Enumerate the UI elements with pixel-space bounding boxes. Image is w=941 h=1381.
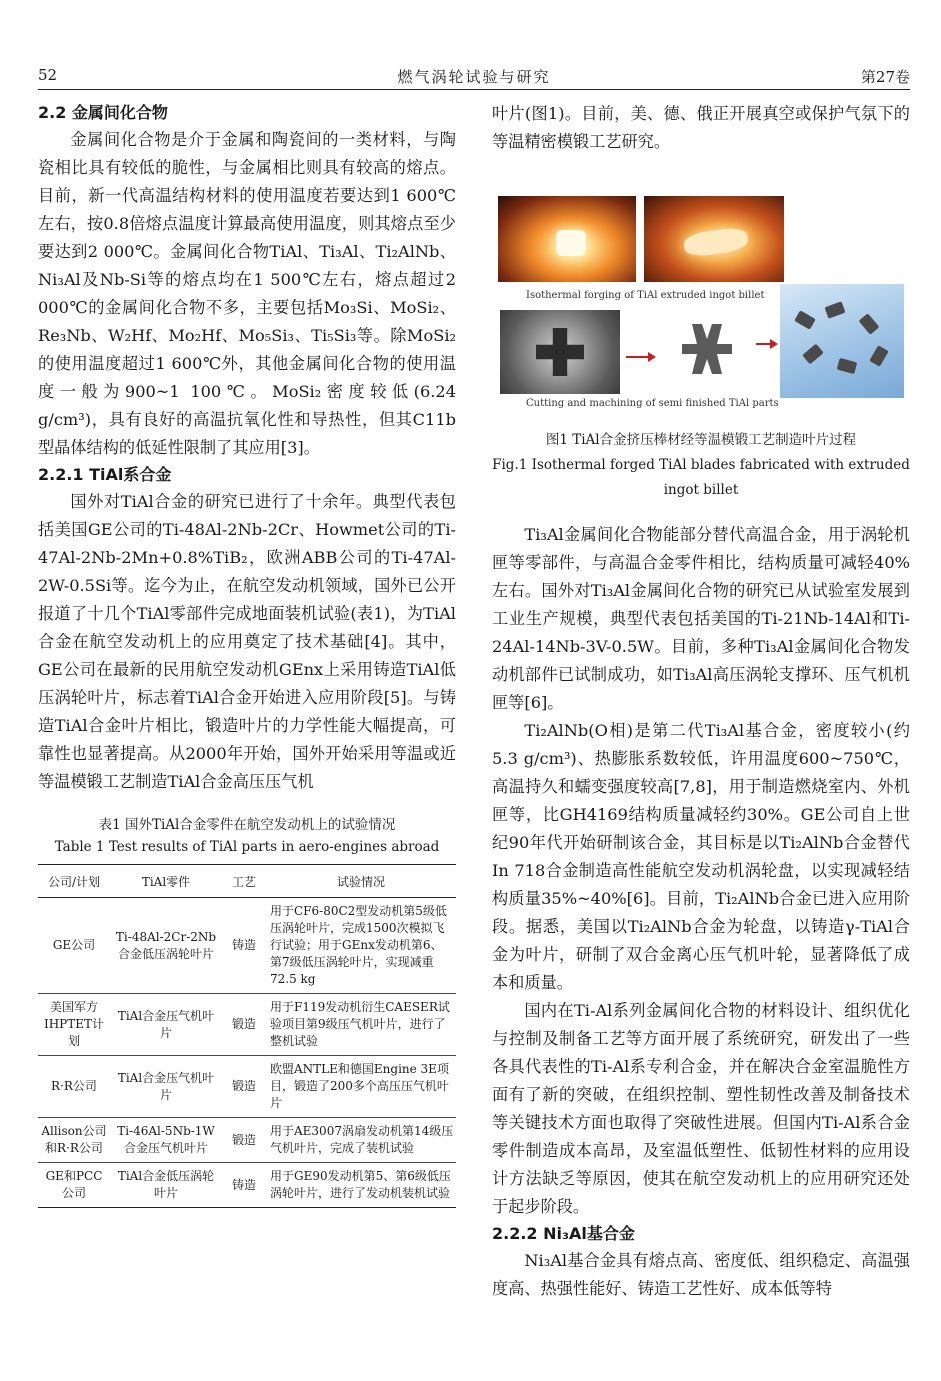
table-header-cell: TiAl零件: [110, 865, 222, 898]
blade-image: [859, 313, 880, 335]
blade-image: [824, 301, 845, 318]
table-header-cell: 试验情况: [266, 865, 456, 898]
forged-part-photo: [500, 310, 620, 394]
table-row: [38, 1056, 456, 1118]
process-arrow-icon: [756, 343, 776, 345]
table-cell: 锻造: [222, 994, 266, 1056]
table-header-cell: 公司/计划: [38, 865, 110, 898]
journal-title: 燃气涡轮试验与研究: [397, 68, 551, 86]
semi-finished-part-photo: [658, 310, 754, 390]
table-header-row: [38, 865, 456, 898]
forging-photo-forged: [644, 196, 784, 282]
blade-image: [794, 310, 816, 329]
figure-label-machining: Cutting and machining of semi finished TiAl parts: [526, 398, 779, 409]
right-column: [492, 100, 910, 1303]
blade-image: [869, 345, 888, 367]
table-cell: 用于AE3007涡扇发动机第14级压气机叶片，完成了装机试验: [266, 1118, 456, 1163]
table-cell: 用于GE90发动机第5、第6级低压涡轮叶片，进行了发动机装机试验: [266, 1163, 456, 1208]
table-cell: Ti-48Al-2Cr-2Nb合金低压涡轮叶片: [110, 898, 222, 994]
hot-billet-image: [556, 230, 586, 256]
left-column: [38, 100, 456, 1208]
hot-forging-image: [683, 226, 750, 259]
table-cell: 锻造: [222, 1118, 266, 1163]
domestic-research-paragraph: 国内在Ti-Al系列金属间化合物的材料设计、组织优化与控制及制备工艺等方面开展了系统研究，研发出了一些各具代表性的Ti-Al系专利合金，并在解决合金室温脆性方面有了新的突破，在组织控制、塑性韧性改善及制备技术等关键技术方面也取得了突破性进展。但国内Ti-Al系合金零件制造成本高昂，及室温低塑性、低韧性材料的应用设计方法缺乏等原因，使其在航空发动机上的应用研究还处于起步阶段。: [492, 1001, 910, 1216]
table-cell: 美国军方IHPTET计划: [38, 994, 110, 1056]
figure-caption-en-line1: Fig.1 Isothermal forged TiAl blades fabricated with extruded: [492, 457, 910, 473]
table-cell: 用于F119发动机衍生CAESER试验项目第9级压气机叶片，进行了整机试验: [266, 994, 456, 1056]
table-row: [38, 1163, 456, 1208]
table-cell: 用于CF6-80C2型发动机第5级低压涡轮叶片，完成1500次模拟飞行试验；用于GEnx发动机第6、第7级低压涡轮叶片，实现减重72.5 kg: [266, 898, 456, 994]
tial-paragraph: 国外对TiAl合金的研究已进行了十余年。典型代表包括美国GE公司的Ti-48Al-2Nb-2Cr、Howmet公司的Ti-47Al-2Nb-2Mn+0.8%TiB₂，欧洲ABB公司的Ti-47Al-2W-0.5Si等。迄今为止，在航空发动机领域，国外已公开报道了十几个TiAl零部件完成地面装机试验(表1)，为TiAl合金在航空发动机上的应用奠定了技术基础[4]。其中，GE公司在最新的民用航空发动机GEnx上采用铸造TiAl低压涡轮叶片，标志着TiAl合金开始进入应用阶段[5]。与铸造TiAl合金叶片相比，锻造叶片的力学性能大幅提高，可靠性也显著提高。从2000年开始，国外开始采用等温或近等温模锻工艺制造TiAl合金高压压气机: [38, 492, 456, 791]
table-cell: 铸造: [222, 1163, 266, 1208]
process-arrow-icon: [626, 356, 654, 358]
table-cell: 铸造: [222, 898, 266, 994]
table-caption-cn: 表1 国外TiAl合金零件在航空发动机上的试验情况: [98, 817, 396, 833]
forging-photo-billet: [498, 196, 636, 282]
test-results-table: [38, 864, 456, 1208]
blade-image: [837, 358, 857, 374]
figure-caption-cn: 图1 TiAl合金挤压棒材经等温模锻工艺制造叶片过程: [545, 432, 857, 448]
semi-finished-shape: [682, 324, 732, 374]
table-row: [38, 1118, 456, 1163]
table-caption-en: Table 1 Test results of TiAl parts in aero-engines abroad: [54, 839, 440, 855]
table-row: [38, 994, 456, 1056]
table-header-cell: 工艺: [222, 865, 266, 898]
intermetallic-paragraph: 金属间化合物是介于金属和陶瓷间的一类材料，与陶瓷相比具有较低的脆性，与金属相比则具有较高的熔点。目前，新一代高温结构材料的使用温度若要达到1 600℃左右，按0.8倍熔点温度计算最高使用温度，则其熔点至少要达到2 000℃。金属间化合物TiAl、Ti₃Al、Ti₂AlNb、Ni₃Al及Nb-Si等的熔点均在1 500℃左右，熔点超过2 000℃的金属间化合物不多，主要包括Mo₃Si、MoSi₂、Re₃Nb、W₂Hf、Mo₂Hf、Mo₅Si₃、Ti₅Si₃等。除MoSi₂的使用温度超过1 600℃外，其他金属间化合物的使用温度一般为900~1 100℃。MoSi₂密度较低(6.24 g/cm³)，具有良好的高温抗氧化性和导热性，但其C11b型晶体结构的低延性限制了其应用[3]。: [38, 130, 456, 457]
table-cell: GE公司: [38, 898, 110, 994]
section-2-2-heading: 2.2 金属间化合物: [38, 103, 168, 122]
ti2alnb-paragraph: Ti₂AlNb(O相)是第二代Ti₃Al基合金，密度较小(约5.3 g/cm³)、热膨胀系数较低，许用温度600~750℃，高温持久和蠕变强度较高[7,8]，用于制造燃烧室内、外机匣等，比GH4169结构质量减轻约30%。GE公司自上世纪90年代开始研制该合金，其目标是以Ti₂AlNb合金替代In 718合金制造高性能航空发动机涡轮盘，以实现减轻结构质量35%~40%[6]。目前，Ti₂AlNb合金已进入应用阶段。据悉，美国以Ti₂AlNb合金为轮盘，以铸造γ-TiAl合金为叶片，研制了双合金离心压气机叶轮，显著降低了成本和质量。: [492, 721, 910, 992]
ti3al-paragraph: Ti₃Al金属间化合物能部分替代高温合金，用于涡轮机匣等零部件，与高温合金零件相比，结构质量可减轻40%左右。国外对Ti₃Al金属间化合物的研究已从试验室发展到工业生产规模，典型代表包括美国的Ti-21Nb-14Al和Ti-24Al-14Nb-3V-0.5W。目前，多种Ti₃Al金属间化合物发动机部件已试制成功，如Ti₃Al高压涡轮支撑环、压气机机匣等[6]。: [492, 525, 910, 712]
table-cell: 锻造: [222, 1056, 266, 1118]
table-cell: Ti-46Al-5Nb-1W合金压气机叶片: [110, 1118, 222, 1163]
table-cell: TiAl合金压气机叶片: [110, 994, 222, 1056]
table-cell: TiAl合金压气机叶片: [110, 1056, 222, 1118]
continued-paragraph: 叶片(图1)。目前，美、德、俄正开展真空或保护气氛下的等温精密模锻工艺研究。: [492, 104, 910, 151]
figure-caption: [492, 428, 910, 503]
table-cell: TiAl合金低压涡轮叶片: [110, 1163, 222, 1208]
running-header: [38, 62, 910, 88]
figure-caption-en-line2: ingot billet: [663, 482, 739, 498]
table-cell: 欧盟ANTLE和德国Engine 3E项目，锻造了200多个高压压气机叶片: [266, 1056, 456, 1118]
section-2-2-1-heading: 2.2.1 TiAl系合金: [38, 465, 172, 484]
table-cell: Allison公司和R·R公司: [38, 1118, 110, 1163]
table-cell: GE和PCC公司: [38, 1163, 110, 1208]
forged-cross-shape: [536, 328, 584, 376]
blade-image: [802, 344, 824, 365]
ni3al-paragraph: Ni₃Al基合金具有熔点高、密度低、组织稳定、高温强度高、热强性能好、铸造工艺性好、成本低等特: [492, 1251, 910, 1298]
finished-blades-photo: [780, 284, 904, 398]
header-rule: [38, 89, 910, 90]
table-cell: R·R公司: [38, 1056, 110, 1118]
page-number: 52: [38, 66, 58, 84]
volume-label: 第27卷: [860, 68, 910, 86]
table-row: [38, 898, 456, 994]
figure-label-forging: Isothermal forging of TiAl extruded ingot billet: [526, 290, 765, 301]
section-2-2-2-heading: 2.2.2 Ni₃Al基合金: [492, 1224, 635, 1243]
figure-1: [498, 196, 906, 422]
